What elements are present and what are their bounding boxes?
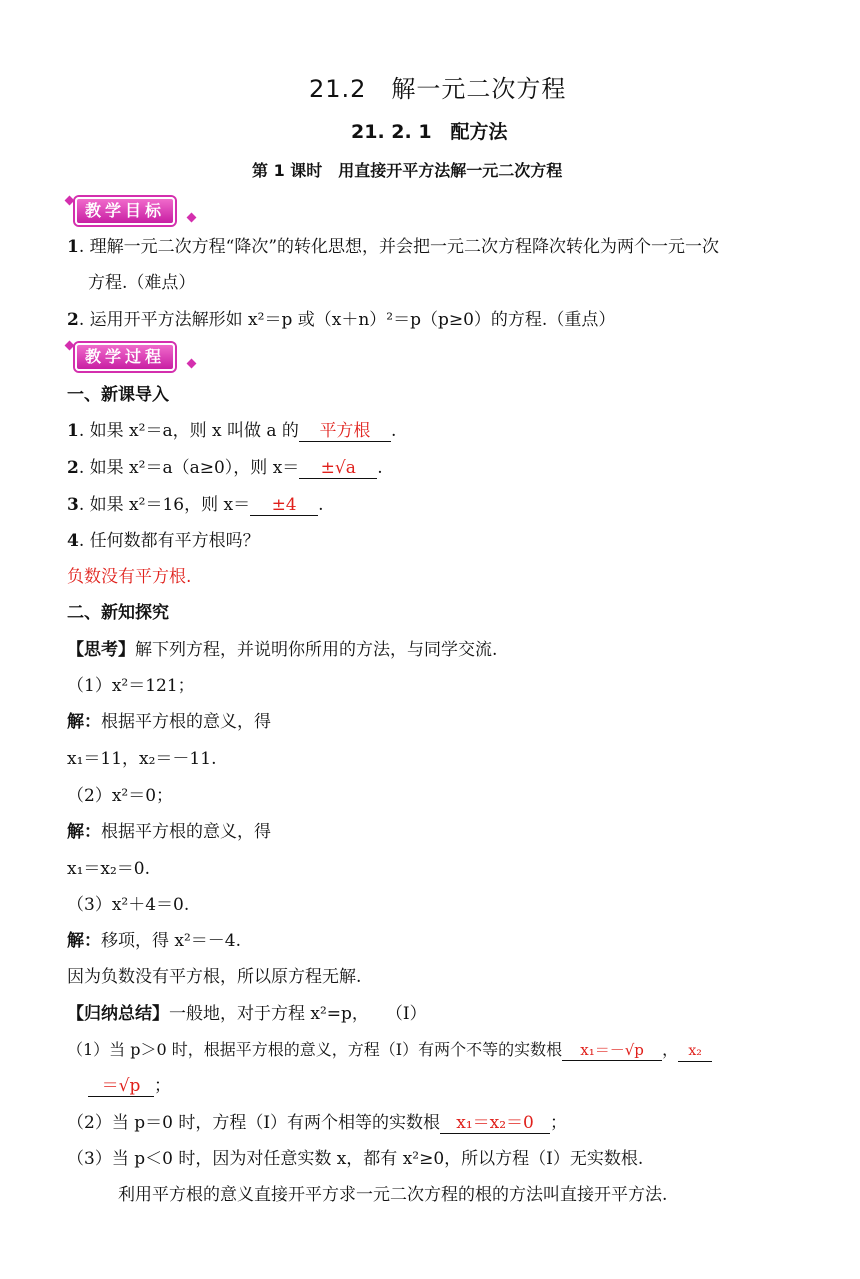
intro-answer-4: 负数没有平方根. xyxy=(67,567,192,587)
summary-case-1: （1）当 p＞0 时，根据平方根的意义，方程（Ⅰ）有两个不等的实数根 x₁＝－√p ， x₂ xyxy=(67,1039,712,1062)
badge-diamond-icon xyxy=(187,213,197,223)
goal-item-1: 1. 理解一元二次方程“降次”的转化思想，并会把一元二次方程降次转化为两个一元一次 xyxy=(67,237,720,257)
intro-question-3: 3. 如果 x²＝16，则 x＝ ±4 . xyxy=(67,495,324,515)
example-2-result: x₁＝x₂＝0. xyxy=(67,859,151,879)
goal-item-2: 2. 运用开平方法解形如 x²＝p 或（x＋n）²＝p（p≥0）的方程.（重点） xyxy=(67,310,616,330)
method-definition: 利用平方根的意义直接开平方求一元二次方程的根的方法叫直接开平方法. xyxy=(118,1185,668,1205)
subsection-title: 21. 2. 1 配方法 xyxy=(351,121,508,143)
lesson-title: 第 1 课时 用直接开平方法解一元二次方程 xyxy=(252,161,563,180)
goal-item-1-continued: 方程.（难点） xyxy=(88,273,196,293)
think-paragraph: 【思考】解下列方程，并说明你所用的方法，与同学交流. xyxy=(67,640,498,660)
answer-blank: x₂ xyxy=(678,1041,712,1062)
example-3: （3）x²＋4＝0. xyxy=(67,895,190,915)
summary-paragraph: 【归纳总结】一般地，对于方程 x²=p， （Ⅰ） xyxy=(67,1004,427,1024)
answer-blank: ±√a xyxy=(299,458,377,479)
summary-case-1-continued: ＝√p ； xyxy=(88,1075,171,1097)
answer-blank: x₁＝－√p xyxy=(562,1040,662,1061)
example-3-conclusion: 因为负数没有平方根，所以原方程无解. xyxy=(67,967,362,987)
example-2-solution: 解：根据平方根的意义，得 xyxy=(67,822,271,842)
answer-blank: ＝√p xyxy=(88,1076,154,1097)
example-3-solution: 解：移项，得 x²＝－4. xyxy=(67,931,242,951)
part1-heading: 一、新课导入 xyxy=(67,385,169,405)
summary-case-2: （2）当 p＝0 时，方程（Ⅰ）有两个相等的实数根 x₁＝x₂＝0 ； xyxy=(67,1113,568,1133)
answer-blank: 平方根 xyxy=(299,421,391,442)
goals-badge: 教学目标 xyxy=(75,197,175,225)
example-1-solution: 解：根据平方根的意义，得 xyxy=(67,712,271,732)
section-title: 21.2 解一元二次方程 xyxy=(309,75,567,103)
process-badge: 教学过程 xyxy=(75,343,175,371)
intro-question-1: 1. 如果 x²＝a，则 x 叫做 a 的 平方根 . xyxy=(67,421,397,441)
example-1-result: x₁＝11，x₂＝－11. xyxy=(67,749,217,769)
answer-blank: x₁＝x₂＝0 xyxy=(440,1113,550,1134)
badge-diamond-icon xyxy=(187,359,197,369)
summary-case-3: （3）当 p＜0 时，因为对任意实数 x，都有 x²≥0，所以方程（Ⅰ）无实数根. xyxy=(67,1149,644,1169)
example-2: （2）x²＝0； xyxy=(67,786,174,806)
example-1: （1）x²＝121； xyxy=(67,676,195,696)
badge-diamond-icon xyxy=(65,196,75,206)
intro-question-2: 2. 如果 x²＝a（a≥0），则 x＝ ±√a . xyxy=(67,458,383,478)
part2-heading: 二、新知探究 xyxy=(67,603,169,623)
badge-diamond-icon xyxy=(65,341,75,351)
intro-question-4: 4. 任何数都有平方根吗？ xyxy=(67,531,260,551)
answer-blank: ±4 xyxy=(250,495,318,516)
